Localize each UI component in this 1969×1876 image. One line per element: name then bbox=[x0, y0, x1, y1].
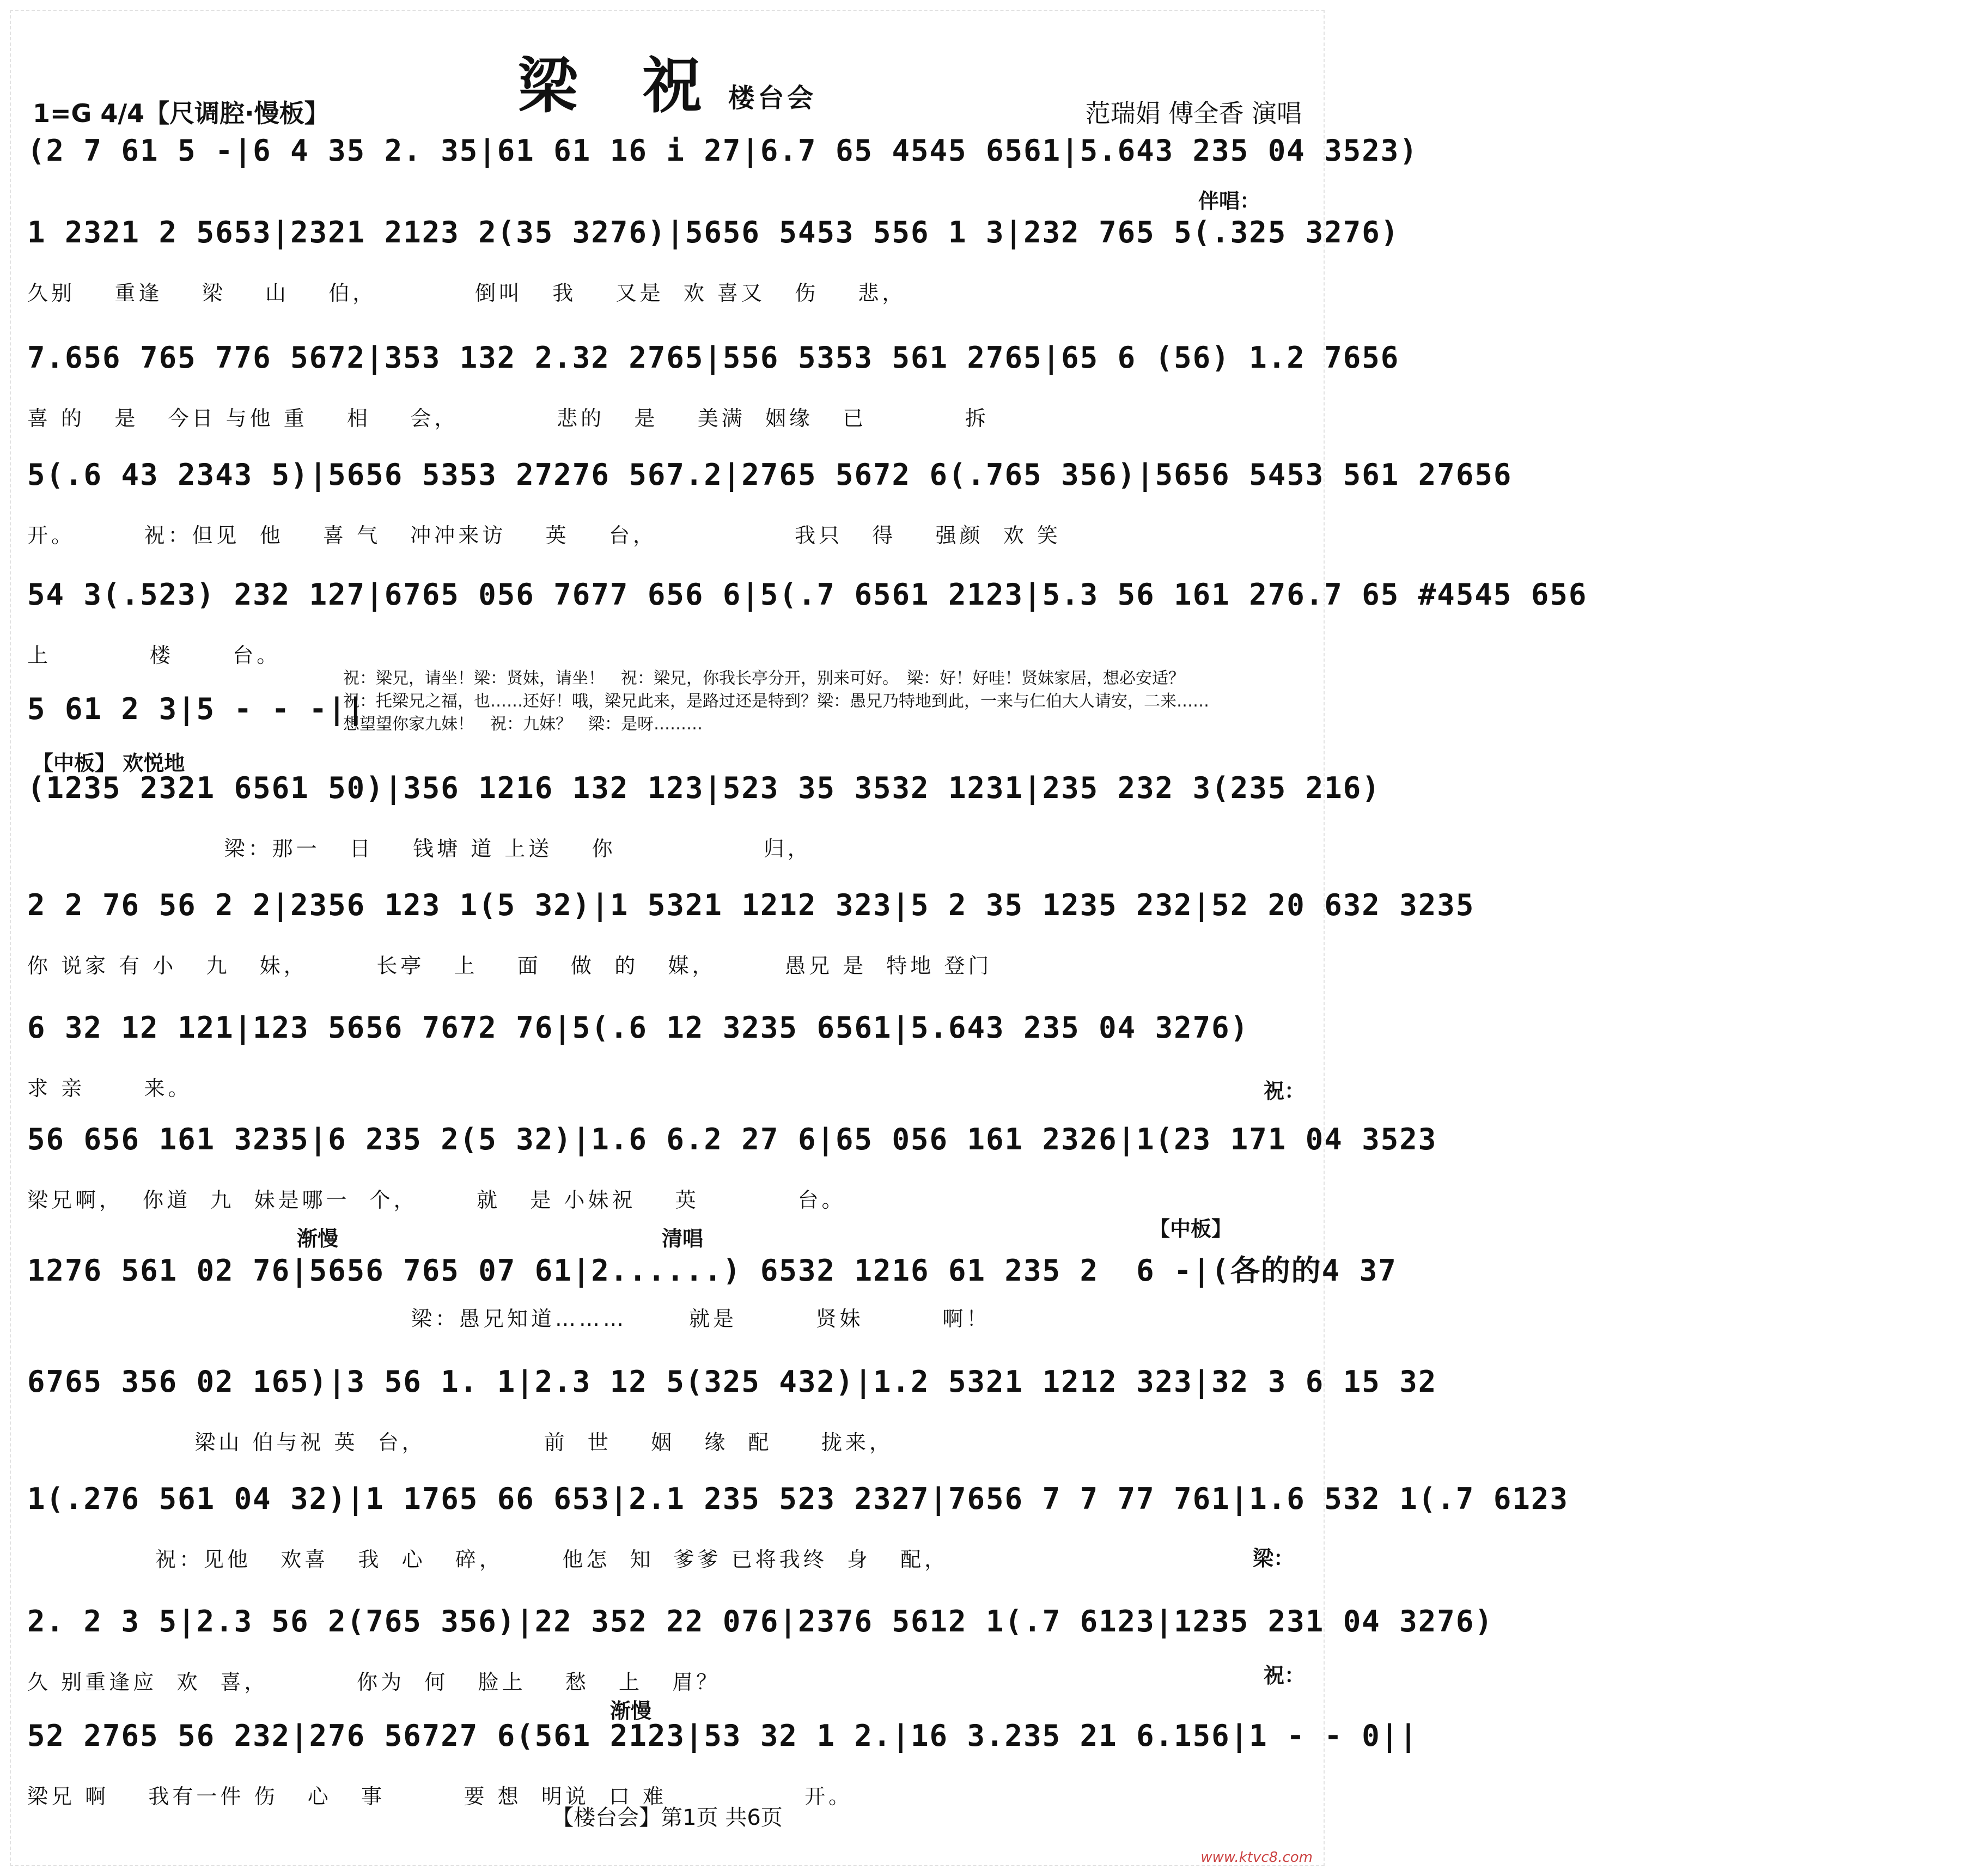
spoken-dialogue bbox=[343, 667, 1291, 736]
liang-mark: 梁： bbox=[1253, 1546, 1295, 1570]
tempo-mark-qingchang: 清唱 bbox=[662, 1227, 704, 1251]
numbered-notation: 2 2 76 56 2 2|2356 123 1(5 32)|1 5321 1212 323|5 2 35 1235 232|52 20 632 3235 bbox=[27, 888, 1475, 922]
tempo-mark-jianman-2: 渐慢 bbox=[610, 1699, 652, 1723]
lyric-line: 梁：那一 日 钱塘 道 上送 你 归， bbox=[27, 837, 812, 861]
tempo-mark-jianman: 渐慢 bbox=[297, 1227, 339, 1251]
numbered-notation: 2. 2 3 5|2.3 56 2(765 356)|22 352 22 076|2376 5612 1(.7 6123|1235 231 04 3276) bbox=[27, 1604, 1493, 1639]
numbered-notation: (1235 2321 6561 50)|356 1216 132 123|523 35 3532 1231|235 232 3(235 216) bbox=[27, 771, 1381, 805]
lyric-line: 梁兄 啊 我有一件 伤 心 事 要 想 明说 口 难 开。 bbox=[27, 1784, 853, 1808]
lyric-line: 梁兄啊， 你道 九 妹是哪一 个， 就 是 小妹祝 英 台。 bbox=[27, 1188, 846, 1212]
lyric-line-xianmei: 就是 贤妹 啊！ bbox=[689, 1307, 991, 1331]
numbered-notation: 5 61 2 3|5 - - -|| bbox=[27, 692, 366, 726]
numbered-notation: 6765 356 02 165)|3 56 1. 1|2.3 12 5(325 432)|1.2 5321 1212 323|32 3 6 15 32 bbox=[27, 1365, 1437, 1399]
lyric-line: 开。 祝：但见 他 喜 气 冲冲来访 英 台， 我只 得 强颜 欢 笑 bbox=[27, 523, 1061, 547]
dialogue-line: 想望望你家九妹！ 祝：九妹？ 梁：是呀……… bbox=[343, 715, 703, 734]
lyric-line-liang: 梁：愚兄知道……… bbox=[411, 1307, 627, 1331]
lyric-line: 喜 的 是 今日 与他 重 相 会， 悲的 是 美满 姻缘 已 拆 bbox=[27, 406, 989, 430]
numbered-notation: (2 7 61 5 -|6 4 35 2. 35|61 61 16 i 27|6.7 65 4545 6561|5.643 235 04 3523) bbox=[27, 133, 1418, 168]
lyric-line: 久别 重逢 梁 山 伯， 倒叫 我 又是 欢 喜又 伤 悲， bbox=[27, 281, 906, 305]
numbered-notation: 7.656 765 776 5672|353 132 2.32 2765|556 5353 561 2765|65 6 (56) 1.2 7656 bbox=[27, 340, 1400, 375]
dialogue-line: 祝：梁兄，请坐！梁：贤妹，请坐！ 祝：梁兄，你我长亭分开，别来可好。 梁：好！好哇！贤妹家居，想必安适？ bbox=[343, 669, 1185, 688]
lyric-line: 你 说家 有 小 九 妹， 长亭 上 面 做 的 媒， 愚兄 是 特地 登门 bbox=[27, 954, 992, 978]
zhu-mark-2: 祝： bbox=[1264, 1664, 1306, 1688]
numbered-notation: 54 3(.523) 232 127|6765 056 7677 656 6|5(.7 6561 2123|5.3 56 161 276.7 65 #4545 656 bbox=[27, 577, 1588, 612]
tempo-mark-zhongban-2: 【中板】 bbox=[1149, 1217, 1233, 1241]
lyric-line: 梁山 伯与祝 英 台， 前 世 姻 缘 配 拢来， bbox=[27, 1430, 893, 1454]
lyric-line: 久 别重逢应 欢 喜， 你为 何 脸上 愁 上 眉？ bbox=[27, 1670, 721, 1694]
tempo-mark-zhongban: 【中板】 欢悦地 bbox=[33, 751, 185, 775]
numbered-notation: 52 2765 56 232|276 56727 6(561 2123|53 32 1 2.|16 3.235 21 6.156|1 - - 0|| bbox=[27, 1719, 1418, 1753]
watermark: www.ktvc8.com bbox=[1200, 1849, 1313, 1866]
numbered-notation: 56 656 161 3235|6 235 2(5 32)|1.6 6.2 27 6|65 056 161 2326|1(23 171 04 3523 bbox=[27, 1122, 1437, 1156]
zhu-mark: 祝： bbox=[1264, 1079, 1306, 1103]
page-footer: 【楼台会】第1页 共6页 bbox=[552, 1805, 783, 1830]
numbered-notation: 1(.276 561 04 32)|1 1765 66 653|2.1 235 523 2327|7656 7 7 77 761|1.6 532 1(.7 6123 bbox=[27, 1482, 1569, 1516]
numbered-notation: 6 32 12 121|123 5656 7672 76|5(.6 12 3235 6561|5.643 235 04 3276) bbox=[27, 1010, 1249, 1045]
dialogue-line: 祝：托梁兄之福，也……还好！哦，梁兄此来，是路过还是特到？梁：愚兄乃特地到此，一来与仁伯大人请安，二来…… bbox=[343, 692, 1209, 711]
numbered-notation: 1 2321 2 5653|2321 2123 2(35 3276)|5656 5453 556 1 3|232 765 5(.325 3276) bbox=[27, 215, 1400, 249]
numbered-notation: 5(.6 43 2343 5)|5656 5353 27276 567.2|2765 5672 6(.765 356)|5656 5453 561 27656 bbox=[27, 458, 1513, 492]
performers: 范瑞娟 傅全香 演唱 bbox=[1085, 99, 1302, 128]
numbered-notation: 1276 561 02 76|5656 765 07 61|2......) 6532 1216 61 235 2 6 -|(各的的4 37 bbox=[27, 1253, 1397, 1288]
song-title: 梁 祝 bbox=[517, 51, 724, 121]
lyric-line: 祝：见他 欢喜 我 心 碎， 他怎 知 爹爹 已将我终 身 配， bbox=[27, 1548, 949, 1572]
accompany-sing-mark: 伴唱： bbox=[1198, 189, 1261, 213]
lyric-line: 求 亲 来。 bbox=[27, 1076, 192, 1100]
song-subtitle: 楼台会 bbox=[728, 83, 817, 113]
key-and-meter: 1=G 4/4【尺调腔·慢板】 bbox=[33, 99, 330, 128]
lyric-line: 上 楼 台。 bbox=[27, 643, 281, 667]
